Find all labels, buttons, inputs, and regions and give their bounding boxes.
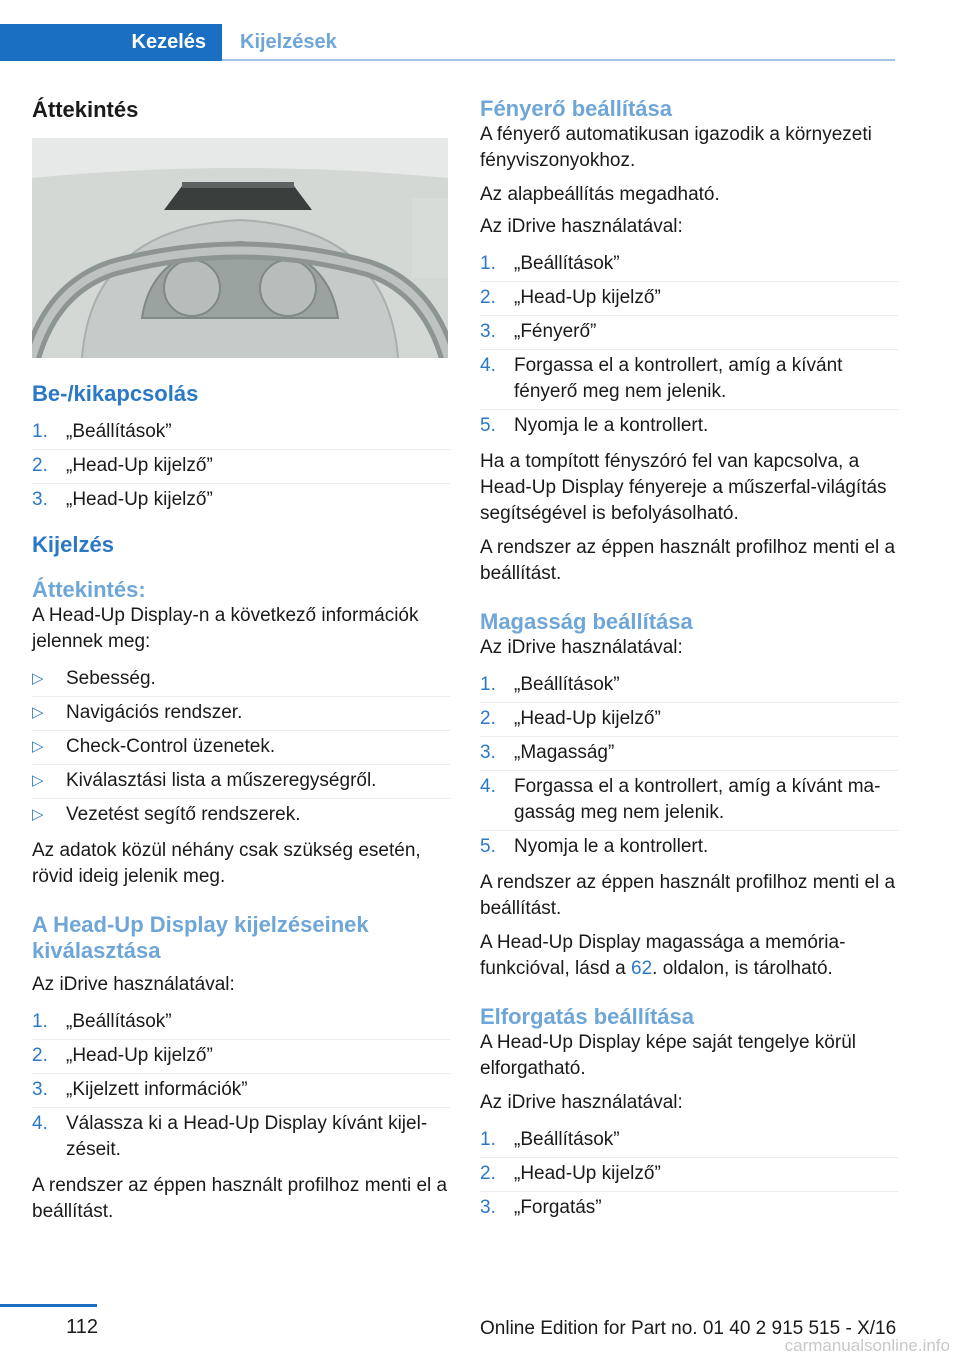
onoff-heading: Be-/kikapcsolás [32,381,199,406]
select-heading: A Head-Up Display kijelzéseinek kiválasztása [32,912,369,963]
height-p3: A Head-Up Display magassága a memóriafunkcióval, lásd a 62. oldalon, is tárolható. [480,932,846,979]
display-note: Az adatok közül néhány csak szükség esetén, rövid ideig jelenik meg. [32,840,421,887]
list-item: 1. „Beállítások” [480,248,898,282]
list-item: 3. „Kijelzett információk” [32,1074,450,1108]
list-item: 2. „Head-Up kijelző” [480,703,898,737]
select-steps [32,1006,450,1167]
dashboard-illustration-svg [32,138,448,358]
height-p1: Az iDrive használatával: [480,637,683,658]
list-item: 1. „Beállítások” [480,669,898,703]
edition-text: Online Edition for Part no. 01 40 2 915 515 - X/16 [480,1318,897,1339]
list-item: 2. „Head-Up kijelző” [32,1040,450,1074]
header-tabs [0,24,895,61]
list-item: 2. „Head-Up kijelző” [480,1158,898,1192]
brightness-p3: Az iDrive használatával: [480,216,683,237]
brightness-steps [480,248,898,443]
list-item: 4. Forgassa el a kontrollert, amíg a kívánt magasság meg nem jelenik. [480,771,898,831]
dashboard-illustration [32,138,448,358]
list-item: 3. „Magasság” [480,737,898,771]
height-p2: A rendszer az éppen használt profilhoz menti el a beállítást. [480,872,896,919]
left-column [32,96,450,1225]
list-item: 3. „Fényerő” [480,316,898,350]
footer-accent-line [0,1304,97,1307]
list-item: 1. „Beállítások” [32,416,450,450]
display-subheading: Áttekintés: [32,577,146,602]
rotate-steps [480,1124,898,1225]
list-item: 3. „Forgatás” [480,1197,602,1218]
display-items [32,663,450,832]
brightness-p4: Ha a tompított fényszóró fel van kapcsolva, a Head-Up Display fényereje a műszerfal-világítás segítségével is befolyásolható. [480,451,887,524]
tab-kijelzesek[interactable]: Kijelzések [240,31,337,53]
brightness-p5: A rendszer az éppen használt profilhoz menti el a beállítást. [480,537,896,584]
rotate-p2: Az iDrive használatával: [480,1092,683,1113]
brightness-heading: Fényerő beállítása [480,96,672,121]
brightness-p2: Az alapbeállítás megadható. [480,184,720,205]
select-note: A rendszer az éppen használt profilhoz menti el a beállítást. [32,1175,448,1222]
page-link-62[interactable]: 62 [631,958,653,979]
brightness-p1: A fényerő automatikusan igazodik a környezeti fényviszonyokhoz. [480,124,872,171]
tab-divider [222,59,895,61]
list-item: 5. Nyomja le a kontrollert. [480,415,709,436]
display-heading: Kijelzés [32,532,114,557]
display-intro: A Head-Up Display-n a következő információk jelennek meg: [32,605,419,652]
list-item: ▷ Vezetést segítő rendszerek. [32,804,301,825]
rotate-heading: Elforgatás beállítása [480,1004,694,1029]
list-item: 4. Forgassa el a kontrollert, amíg a kívánt fényerő meg nem jelenik. [480,350,898,410]
list-item: 2. „Head-Up kijelző” [32,450,450,484]
page-number: 112 [66,1316,98,1338]
height-heading: Magasság beállítása [480,609,693,634]
list-item: 5. Nyomja le a kontrollert. [480,836,709,857]
list-item: 2. „Head-Up kijelző” [480,282,898,316]
overview-heading: Áttekintés [32,97,139,122]
tab-kezeles[interactable]: Kezelés [0,24,222,61]
onoff-steps [32,416,450,517]
list-item: 1. „Beállítások” [32,1006,450,1040]
rotate-p1: A Head-Up Display képe saját tengelye körül elforgatható. [480,1032,856,1079]
list-item: ▷ Navigációs rendszer. [32,697,450,731]
list-item: ▷ Check-Control üzenetek. [32,731,450,765]
list-item: 1. „Beállítások” [480,1124,898,1158]
list-item: ▷ Kiválasztási lista a műszeregységről. [32,765,450,799]
right-column [480,96,898,1225]
list-item: 3. „Head-Up kijelző” [32,489,213,510]
watermark: carmanualsonline.info [784,1336,950,1355]
height-steps [480,669,898,864]
list-item: 4. Válassza ki a Head-Up Display kívánt kijelzéseit. [32,1113,428,1160]
select-intro: Az iDrive használatával: [32,974,235,995]
list-item: ▷ Sebesség. [32,663,450,697]
